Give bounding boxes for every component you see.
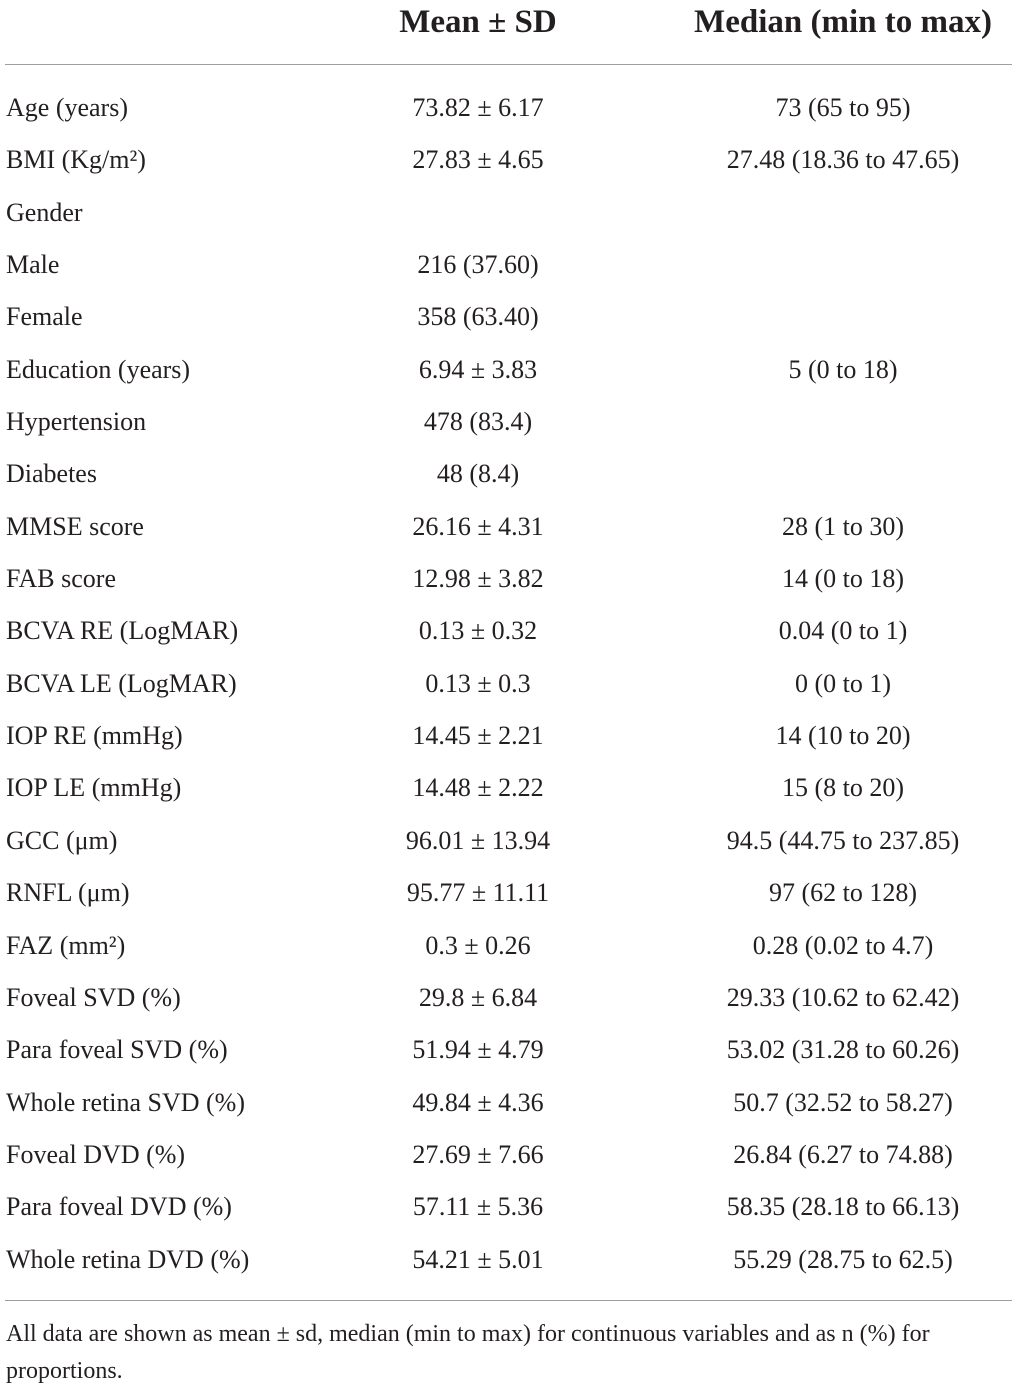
row-median-range: 0.28 (0.02 to 4.7)	[752, 930, 934, 960]
row-median-range	[668, 239, 1017, 291]
table-row	[0, 501, 1017, 553]
footer-divider	[5, 1300, 1012, 1301]
row-median-range	[668, 291, 1017, 343]
row-mean-sd: 26.16 ± 4.31	[412, 511, 544, 541]
row-median-range: 27.48 (18.36 to 47.65)	[726, 145, 960, 175]
row-label: Female	[6, 302, 83, 332]
row-mean-sd: 6.94 ± 3.83	[418, 354, 538, 384]
row-median-range: 26.84 (6.27 to 74.88)	[733, 1139, 953, 1169]
table-row	[0, 553, 1017, 605]
table-row	[0, 1181, 1017, 1233]
table-row	[0, 239, 1017, 291]
row-median-range: 14 (10 to 20)	[775, 721, 911, 751]
row-label: MMSE score	[6, 511, 144, 541]
row-label: FAB score	[6, 564, 117, 594]
row-median-range: 73 (65 to 95)	[775, 93, 911, 122]
row-label: Education (years)	[6, 354, 191, 384]
row-median-range: 5 (0 to 18)	[788, 354, 898, 384]
row-median-range: 53.02 (31.28 to 60.26)	[726, 1035, 960, 1065]
row-mean-sd: 12.98 ± 3.82	[412, 564, 544, 594]
row-median-range: 0.04 (0 to 1)	[778, 616, 908, 646]
row-mean-sd: 48 (8.4)	[436, 459, 520, 489]
row-median-range: 14 (0 to 18)	[781, 564, 905, 594]
table-row	[0, 1129, 1017, 1181]
header-divider	[5, 64, 1012, 65]
table-row	[0, 658, 1017, 710]
row-median-range	[668, 396, 1017, 448]
table-row	[0, 1077, 1017, 1129]
row-label: Para foveal SVD (%)	[6, 1035, 228, 1065]
table-footnote: All data are shown as mean ± sd, median (min to max) for continuous variables and as n (%) for proportions.	[6, 1321, 930, 1384]
row-mean-sd: 51.94 ± 4.79	[412, 1035, 544, 1065]
row-mean-sd: 27.69 ± 7.66	[412, 1139, 544, 1169]
table-row	[0, 344, 1017, 396]
row-label: BCVA LE (LogMAR)	[6, 668, 237, 698]
header-median-range: Median (min to max)	[694, 4, 992, 40]
row-label: Para foveal DVD (%)	[6, 1192, 232, 1222]
row-label: Foveal SVD (%)	[6, 982, 181, 1012]
row-mean-sd: 0.13 ± 0.3	[425, 668, 531, 698]
row-mean-sd: 27.83 ± 4.65	[412, 145, 544, 175]
table-body	[0, 82, 1017, 1286]
row-median-range: 29.33 (10.62 to 62.42)	[726, 982, 960, 1012]
table-row	[0, 920, 1017, 972]
table-row	[0, 867, 1017, 919]
row-label: FAZ (mm²)	[6, 930, 126, 960]
row-mean-sd: 478 (83.4)	[423, 407, 533, 437]
row-mean-sd: 14.48 ± 2.22	[412, 773, 544, 803]
table-row	[0, 1234, 1017, 1286]
table-row	[0, 762, 1017, 814]
row-median-range: 97 (62 to 128)	[768, 878, 918, 908]
row-mean-sd: 54.21 ± 5.01	[412, 1244, 544, 1274]
header-mean-sd: Mean ± SD	[399, 4, 557, 40]
row-median-range: 50.7 (32.52 to 58.27)	[733, 1087, 953, 1117]
row-mean-sd: 216 (37.60)	[417, 250, 539, 280]
row-median-range: 0 (0 to 1)	[794, 668, 892, 698]
row-mean-sd	[328, 187, 628, 239]
row-label: IOP LE (mmHg)	[6, 773, 182, 803]
row-mean-sd: 14.45 ± 2.21	[412, 721, 544, 751]
row-mean-sd: 0.13 ± 0.32	[418, 616, 538, 646]
row-mean-sd: 96.01 ± 13.94	[405, 825, 551, 855]
table-row	[0, 1024, 1017, 1076]
row-median-range: 55.29 (28.75 to 62.5)	[733, 1244, 953, 1274]
row-label: Age (years)	[6, 93, 128, 122]
row-label: Gender	[6, 197, 83, 227]
table-row	[0, 134, 1017, 186]
row-median-range: 15 (8 to 20)	[781, 773, 905, 803]
table-row	[0, 710, 1017, 762]
row-median-range: 28 (1 to 30)	[781, 511, 905, 541]
row-label: Diabetes	[6, 459, 97, 489]
row-label: Whole retina SVD (%)	[6, 1087, 245, 1117]
table-row	[0, 815, 1017, 867]
row-label: GCC (μm)	[6, 825, 118, 855]
row-mean-sd: 73.82 ± 6.17	[412, 93, 544, 122]
row-label: BMI (Kg/m²)	[6, 145, 146, 175]
row-median-range	[668, 448, 1017, 500]
row-label: RNFL (μm)	[6, 878, 130, 908]
table-row	[0, 291, 1017, 343]
row-mean-sd: 358 (63.40)	[417, 302, 539, 332]
row-label: Hypertension	[6, 407, 147, 437]
row-mean-sd: 95.77 ± 11.11	[406, 878, 550, 908]
table-row	[0, 396, 1017, 448]
table-row	[0, 187, 1017, 239]
row-mean-sd: 0.3 ± 0.26	[425, 930, 531, 960]
row-median-range: 94.5 (44.75 to 237.85)	[726, 825, 960, 855]
row-label: Male	[6, 250, 60, 280]
row-mean-sd: 29.8 ± 6.84	[418, 982, 538, 1012]
table-row	[0, 605, 1017, 657]
table-header	[0, 0, 1017, 64]
row-mean-sd: 49.84 ± 4.36	[412, 1087, 544, 1117]
row-median-range: 58.35 (28.18 to 66.13)	[726, 1192, 960, 1222]
table-row	[0, 82, 1017, 134]
row-label: Whole retina DVD (%)	[6, 1244, 250, 1274]
row-mean-sd: 57.11 ± 5.36	[412, 1192, 544, 1222]
table-row	[0, 448, 1017, 500]
row-label: IOP RE (mmHg)	[6, 721, 183, 751]
row-label: BCVA RE (LogMAR)	[6, 616, 239, 646]
row-median-range	[668, 187, 1017, 239]
table-row	[0, 972, 1017, 1024]
row-label: Foveal DVD (%)	[6, 1139, 186, 1169]
